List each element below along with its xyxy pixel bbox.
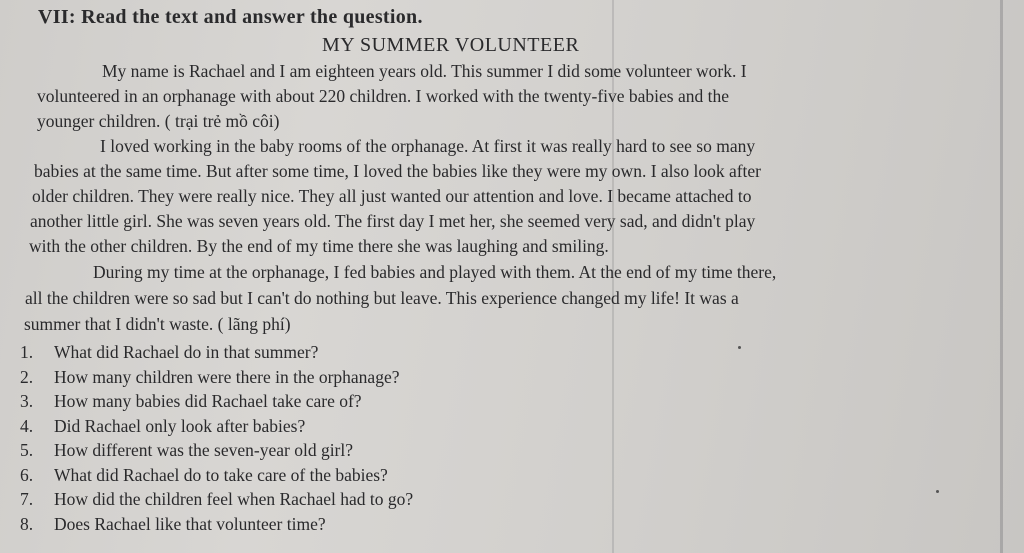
question-number: 1. xyxy=(20,342,34,362)
passage-line: During my time at the orphanage, I fed babies and played with them. At the end of my time there, xyxy=(93,262,777,282)
question-text: How many babies did Rachael take care of? xyxy=(54,391,362,411)
section-heading: VII: Read the text and answer the question. xyxy=(38,6,423,28)
question-list xyxy=(20,340,413,536)
question-text: How many children were there in the orphanage? xyxy=(54,366,400,387)
question-number: 8. xyxy=(20,513,34,534)
passage-line: summer that I didn't waste. ( lãng phí) xyxy=(24,314,291,334)
question-number: 5. xyxy=(20,440,34,460)
question-text: Does Rachael like that volunteer time? xyxy=(54,513,326,534)
question-text: Did Rachael only look after babies? xyxy=(54,415,306,436)
passage-line: all the children were so sad but I can't do nothing but leave. This experience changed my life! It was a xyxy=(25,288,739,308)
passage-line: with the other children. By the end of my time there she was laughing and smiling. xyxy=(29,236,609,256)
paper-speck xyxy=(936,490,939,493)
question-item xyxy=(20,340,413,365)
paper-speck xyxy=(738,346,741,349)
question-item xyxy=(20,365,413,390)
question-number: 3. xyxy=(20,391,34,411)
passage-line: younger children. ( trại trẻ mồ côi) xyxy=(37,111,280,131)
question-text: How different was the seven-year old girl? xyxy=(54,440,354,460)
paper-edge-shadow xyxy=(1000,0,1003,553)
passage-line: I loved working in the baby rooms of the orphanage. At first it was really hard to see so many xyxy=(100,136,756,156)
question-number: 4. xyxy=(20,415,34,436)
question-number: 7. xyxy=(20,489,34,509)
passage-line: older children. They were really nice. They all just wanted our attention and love. I became attached to xyxy=(32,186,752,206)
question-text: What did Rachael do in that summer? xyxy=(54,342,319,362)
question-item xyxy=(20,512,413,537)
passage-title: MY SUMMER VOLUNTEER xyxy=(322,34,580,56)
question-item xyxy=(20,487,413,512)
question-number: 6. xyxy=(20,464,34,485)
passage-line: My name is Rachael and I am eighteen years old. This summer I did some volunteer work. I xyxy=(102,61,747,81)
question-text: What did Rachael do to take care of the babies? xyxy=(54,464,388,485)
question-item xyxy=(20,389,413,414)
question-item xyxy=(20,414,413,439)
passage-line: babies at the same time. But after some time, I loved the babies like they were my own. I also look after xyxy=(34,161,762,181)
question-item xyxy=(20,438,413,463)
question-number: 2. xyxy=(20,366,34,387)
question-item xyxy=(20,463,413,488)
passage-line: volunteered in an orphanage with about 220 children. I worked with the twenty-five babies and the xyxy=(37,86,730,106)
question-text: How did the children feel when Rachael had to go? xyxy=(54,489,414,509)
passage-line: another little girl. She was seven years old. The first day I met her, she seemed very sad, and didn't play xyxy=(30,211,756,231)
